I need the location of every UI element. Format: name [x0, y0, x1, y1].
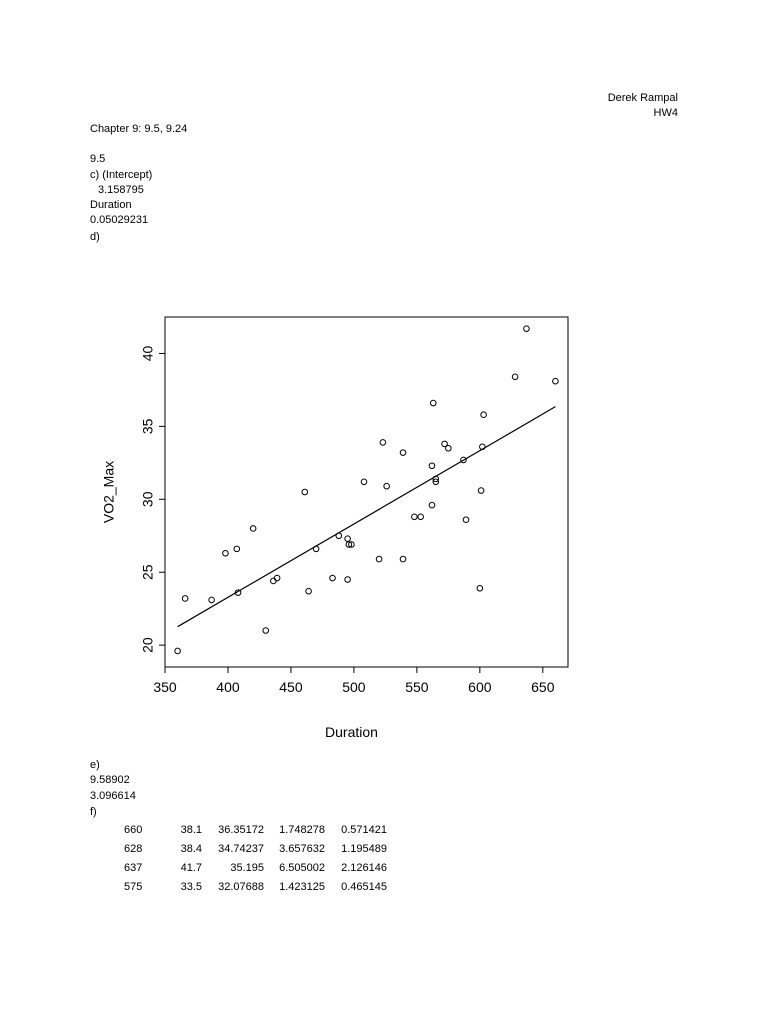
scatter-plot	[90, 300, 590, 750]
x-tick-label: 600	[468, 679, 492, 695]
data-point	[345, 577, 351, 583]
y-tick-label: 25	[139, 564, 156, 580]
table-cell: 1.748278	[279, 824, 325, 836]
assignment-label: HW4	[653, 107, 678, 119]
table-cell: 2.126146	[341, 862, 387, 874]
data-point	[336, 533, 342, 539]
table-cell: 34.74237	[218, 843, 264, 855]
data-point	[175, 648, 181, 654]
y-tick-label: 20	[139, 637, 156, 653]
table-cell: 33.5	[180, 881, 202, 893]
table-cell: 660	[124, 824, 143, 836]
table-cell: 0.571421	[341, 824, 387, 836]
data-point	[400, 450, 406, 456]
data-point	[412, 514, 418, 520]
table-cell: 575	[124, 881, 143, 893]
data-point	[463, 517, 469, 523]
part-f-label: f)	[90, 806, 97, 818]
data-point	[306, 588, 312, 594]
chapter-line: Chapter 9: 9.5, 9.24	[90, 123, 188, 135]
data-point	[302, 489, 308, 495]
data-point	[234, 546, 240, 552]
table-cell: 1.423125	[279, 881, 325, 893]
data-point	[209, 597, 215, 603]
data-point	[429, 463, 435, 469]
data-point	[524, 326, 530, 332]
data-point	[263, 628, 269, 634]
data-point	[430, 400, 436, 406]
data-point	[477, 585, 483, 591]
duration-label: Duration	[90, 199, 132, 211]
x-tick-label: 500	[342, 679, 366, 695]
data-point	[481, 412, 487, 418]
table-row	[0, 861, 768, 875]
data-point	[418, 514, 424, 520]
data-point	[361, 479, 367, 485]
table-cell: 41.7	[180, 862, 202, 874]
part-e-value-1: 9.58902	[90, 774, 130, 786]
y-axis-label: VO2_Max	[100, 460, 117, 524]
x-tick-label: 350	[153, 679, 177, 695]
table-cell: 38.4	[180, 843, 202, 855]
data-point	[478, 488, 484, 494]
data-point	[429, 502, 435, 508]
data-point	[271, 578, 277, 584]
data-point	[400, 556, 406, 562]
x-tick-label: 400	[216, 679, 240, 695]
data-point	[380, 440, 386, 446]
section-title: 9.5	[90, 153, 106, 165]
table-cell: 0.465145	[341, 881, 387, 893]
data-point	[446, 445, 452, 451]
data-point	[330, 575, 336, 581]
y-tick-label: 35	[139, 418, 156, 435]
data-point	[223, 550, 229, 556]
intercept-label: c) (Intercept)	[90, 169, 153, 181]
plot-frame	[165, 317, 568, 667]
data-point	[553, 378, 559, 384]
table-cell: 35.195	[230, 862, 264, 874]
table-cell: 32.07688	[218, 881, 264, 893]
table-cell: 637	[124, 862, 143, 874]
data-point	[182, 596, 188, 602]
table-cell: 36.35172	[218, 824, 264, 836]
y-tick-label: 40	[139, 345, 156, 362]
x-tick-label: 550	[405, 679, 429, 695]
part-d-label: d)	[90, 231, 100, 243]
part-e-label: e)	[90, 759, 100, 771]
data-point	[384, 483, 390, 489]
data-point	[313, 546, 319, 552]
table-cell: 3.657632	[279, 843, 325, 855]
table-row	[0, 880, 768, 894]
table-row	[0, 823, 768, 837]
table-cell: 628	[124, 843, 143, 855]
x-axis-label: Duration	[325, 724, 378, 740]
x-tick-label: 450	[279, 679, 303, 695]
y-tick-label: 30	[139, 491, 156, 508]
data-point	[345, 536, 351, 542]
author-name: Derek Rampal	[607, 92, 678, 104]
regression-line	[178, 407, 556, 627]
data-point	[250, 526, 256, 532]
table-cell: 1.195489	[341, 843, 387, 855]
duration-value: 0.05029231	[90, 214, 149, 226]
data-point	[512, 374, 518, 380]
data-point	[376, 556, 382, 562]
table-row	[0, 842, 768, 856]
table-cell: 6.505002	[279, 862, 325, 874]
data-point	[274, 575, 280, 581]
intercept-value: 3.158795	[98, 184, 144, 196]
x-tick-label: 650	[531, 679, 555, 695]
part-e-value-2: 3.096614	[90, 790, 136, 802]
table-cell: 38.1	[180, 824, 202, 836]
